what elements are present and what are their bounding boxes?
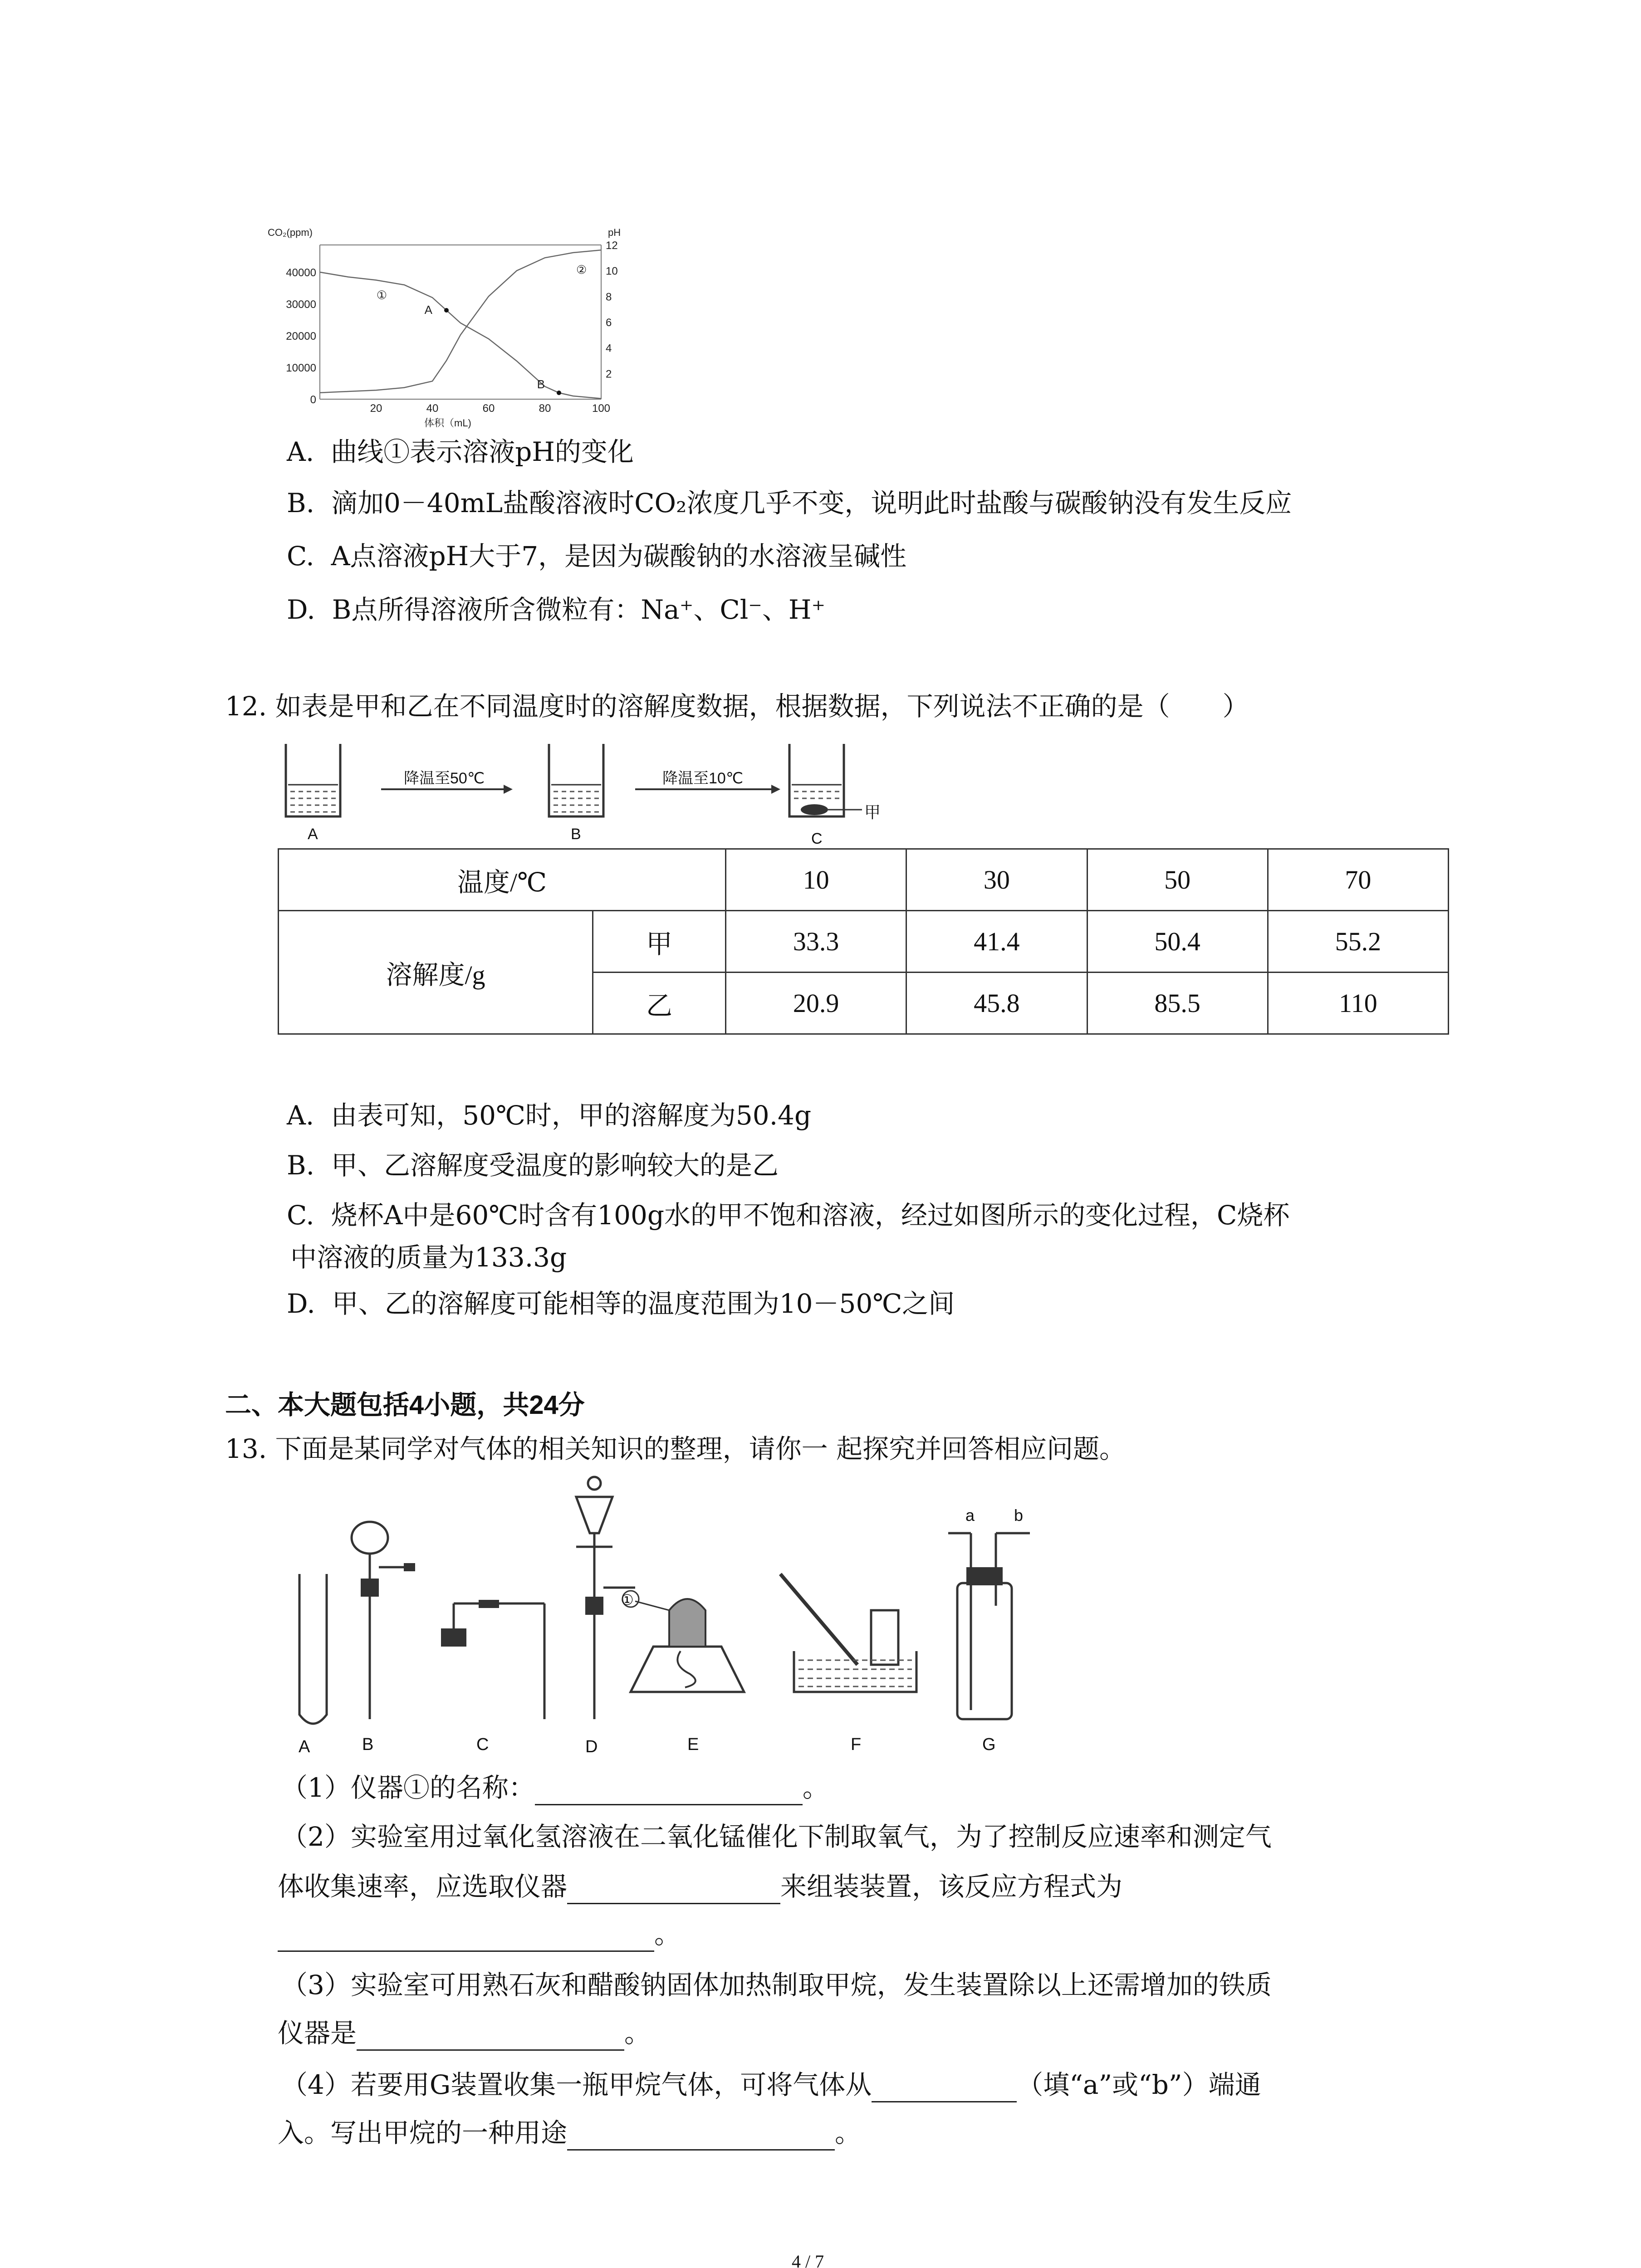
mark-b: b bbox=[1014, 1506, 1024, 1525]
solubility-header: 溶解度/g bbox=[279, 911, 593, 1034]
q11-chart bbox=[263, 213, 626, 449]
q11-option-c: C. A点溶液pH大于7，是因为碳酸钠的水溶液呈碱性 bbox=[287, 541, 907, 572]
q12-stem: 12. 如表是甲和乙在不同温度时的溶解度数据，根据数据，下列说法不正确的是（ ） bbox=[225, 691, 1249, 722]
q12-option-a: A. 由表可知，50℃时，甲的溶解度为50.4g bbox=[287, 1100, 812, 1131]
y-left-tick-label: 0 bbox=[310, 394, 316, 406]
y-right-axis-title: pH bbox=[608, 227, 621, 238]
q12-option-b: B. 甲、乙溶解度受温度的影响较大的是乙 bbox=[287, 1150, 779, 1181]
answer-blank-1[interactable] bbox=[535, 1776, 803, 1805]
test-tube-icon bbox=[299, 1574, 327, 1724]
page-number: 4 / 7 bbox=[792, 2251, 824, 2268]
answer-blank-3[interactable] bbox=[278, 1922, 654, 1952]
q13-part2-line3: 。 bbox=[278, 1916, 681, 1952]
x-tick-label: 100 bbox=[592, 402, 611, 415]
q12-option-d: D. 甲、乙的溶解度可能相等的温度范围为10－50℃之间 bbox=[287, 1288, 955, 1319]
apparatus-label-b: B bbox=[362, 1735, 374, 1754]
section-2-title: 二、本大题包括4小题，共24分 bbox=[225, 1390, 585, 1420]
q13-part2-line2: 体收集速率，应选取仪器 来组装装置，该反应方程式为 bbox=[278, 1869, 1122, 1904]
funnel-tube-icon bbox=[352, 1522, 415, 1719]
apparatus-label-g: G bbox=[982, 1735, 996, 1754]
table-cell: 50 bbox=[1087, 849, 1268, 911]
y-left-tick-label: 30000 bbox=[286, 298, 316, 311]
q13-part4-line2: 入。写出甲烷的一种用途 。 bbox=[278, 2115, 861, 2151]
answer-blank-2[interactable] bbox=[567, 1875, 780, 1904]
table-cell: 50.4 bbox=[1087, 911, 1268, 973]
arrow-2-label: 降温至10℃ bbox=[662, 770, 744, 787]
answer-blank-4[interactable] bbox=[357, 2021, 624, 2051]
y-left-tick-label: 20000 bbox=[286, 330, 316, 342]
table-cell: 30 bbox=[906, 849, 1087, 911]
solid-label: 甲 bbox=[864, 803, 881, 821]
table-cell: 70 bbox=[1268, 849, 1448, 911]
apparatus-label-f: F bbox=[851, 1735, 862, 1754]
row-name-jia: 甲 bbox=[593, 911, 726, 973]
table-cell: 55.2 bbox=[1268, 911, 1448, 973]
temp-header: 温度/℃ bbox=[279, 849, 726, 911]
q11-option-b: B. 滴加0－40mL盐酸溶液时CO₂浓度几乎不变，说明此时盐酸与碳酸钠没有发生反应 bbox=[287, 488, 1292, 518]
y-right-tick-label: 10 bbox=[606, 265, 618, 278]
solubility-table bbox=[278, 848, 1449, 1035]
answer-blank-6[interactable] bbox=[567, 2121, 835, 2151]
curve-2-mark: ② bbox=[576, 263, 587, 277]
q11-option-d: D. B点所得溶液所含微粒有：Na⁺、Cl⁻、H⁺ bbox=[287, 594, 826, 625]
table-row bbox=[279, 911, 1449, 973]
table-cell: 45.8 bbox=[906, 973, 1087, 1034]
alcohol-lamp-icon bbox=[622, 1591, 744, 1692]
x-tick-label: 60 bbox=[482, 402, 495, 415]
q13-part1: （1）仪器①的名称： 。 bbox=[281, 1770, 829, 1805]
table-row bbox=[279, 849, 1449, 911]
series-line-2 bbox=[320, 250, 601, 393]
table-cell: 110 bbox=[1268, 973, 1448, 1034]
x-axis-title: 体积（mL) bbox=[424, 417, 471, 429]
q13-part3-line1: （3）实验室可用熟石灰和醋酸钠固体加热制取甲烷，发生装置除以上还需增加的铁质 bbox=[281, 1970, 1272, 2000]
apparatus-label-d: D bbox=[585, 1737, 598, 1756]
q12-option-c: C. 烧杯A中是60℃时含有100g水的甲不饱和溶液，经过如图所示的变化过程，C烧杯 bbox=[287, 1200, 1290, 1231]
bent-tube-icon bbox=[441, 1600, 544, 1719]
point-a-dot bbox=[444, 308, 449, 313]
beaker-b-label: B bbox=[571, 826, 581, 843]
table-cell: 85.5 bbox=[1087, 973, 1268, 1034]
water-trough-icon bbox=[780, 1574, 916, 1692]
point-b-label: B bbox=[537, 377, 545, 391]
apparatus-label-c: C bbox=[476, 1735, 489, 1754]
answer-blank-5[interactable] bbox=[872, 2073, 1017, 2102]
q12-beaker-figure bbox=[272, 735, 953, 848]
y-right-tick-label: 12 bbox=[606, 240, 618, 252]
curve-1-mark: ① bbox=[376, 288, 387, 302]
y-left-axis-title: CO₂(ppm) bbox=[268, 227, 313, 238]
q13-part4-line1: （4）若要用G装置收集一瓶甲烷气体，可将气体从 （填“a”或“b”）端通 bbox=[281, 2067, 1261, 2102]
arrow-1-label: 降温至50℃ bbox=[404, 770, 485, 787]
beaker-a-icon bbox=[286, 744, 340, 816]
row-name-yi: 乙 bbox=[593, 973, 726, 1034]
point-a-label: A bbox=[424, 303, 432, 317]
x-tick-label: 40 bbox=[426, 402, 439, 415]
table-cell: 33.3 bbox=[726, 911, 906, 973]
q13-part3-line2: 仪器是 。 bbox=[278, 2015, 651, 2051]
beaker-c-icon bbox=[789, 744, 862, 816]
gas-bottle-icon bbox=[948, 1533, 1030, 1719]
y-left-tick-label: 10000 bbox=[286, 362, 316, 374]
y-left-tick-label: 40000 bbox=[286, 267, 316, 279]
mark-circle-1: ① bbox=[621, 1592, 634, 1608]
beaker-b-icon bbox=[549, 744, 603, 816]
apparatus-label-e: E bbox=[687, 1735, 699, 1754]
q11-chart-svg bbox=[263, 213, 626, 449]
q13-part2-line1: （2）实验室用过氧化氢溶液在二氧化锰催化下制取氧气，为了控制反应速率和测定气 bbox=[281, 1821, 1272, 1852]
mark-a: a bbox=[965, 1506, 975, 1525]
x-tick-label: 80 bbox=[539, 402, 551, 415]
y-right-tick-label: 2 bbox=[606, 368, 612, 381]
q11-option-a: A. 曲线①表示溶液pH的变化 bbox=[287, 436, 634, 467]
table-cell: 41.4 bbox=[906, 911, 1087, 973]
q12-option-c-cont: 中溶液的质量为133.3g bbox=[290, 1242, 567, 1273]
y-right-tick-label: 6 bbox=[606, 317, 612, 329]
beaker-c-label: C bbox=[811, 830, 823, 847]
table-cell: 10 bbox=[726, 849, 906, 911]
point-b-dot bbox=[557, 391, 561, 395]
beaker-a-label: A bbox=[308, 826, 318, 843]
table-cell: 20.9 bbox=[726, 973, 906, 1034]
y-right-tick-label: 8 bbox=[606, 291, 612, 303]
apparatus-label-a: A bbox=[299, 1737, 310, 1756]
y-right-tick-label: 4 bbox=[606, 342, 612, 355]
q13-stem: 13. 下面是某同学对气体的相关知识的整理，请你一 起探究并回答相应问题。 bbox=[225, 1433, 1126, 1464]
x-tick-label: 20 bbox=[370, 402, 382, 415]
q13-apparatus-figure bbox=[281, 1474, 1098, 1765]
